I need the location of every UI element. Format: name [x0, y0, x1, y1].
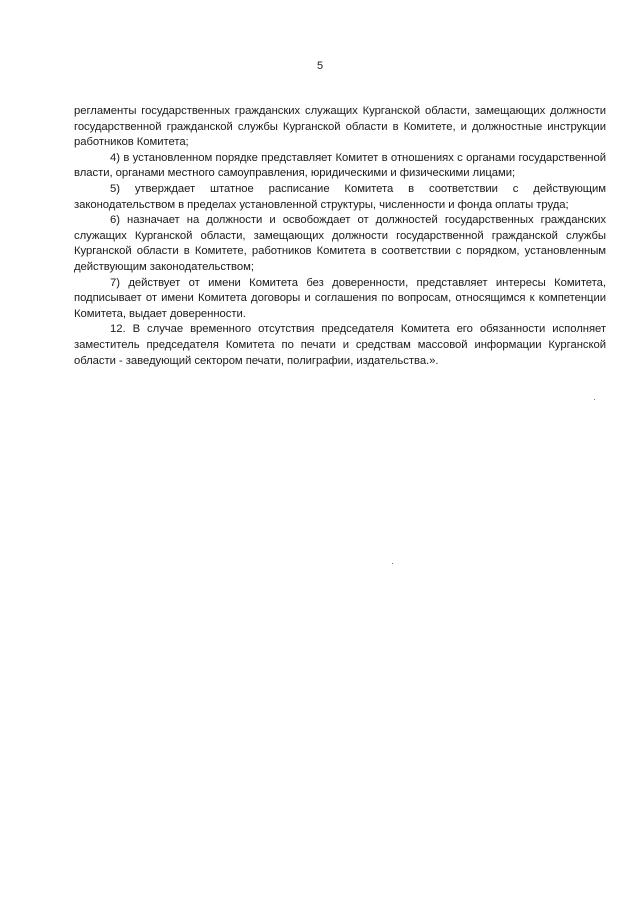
page-number: 5 [316, 60, 324, 72]
paragraph-item-6: 6) назначает на должности и освобождает от должностей государственных гражданских служащих Курганской области, замещающих должности государственной гражданской службы Курганской области в Комитете, работников Комитета в соответствии с порядком, установленным действующим законодательством; [74, 214, 606, 273]
document-body [74, 104, 606, 369]
paragraph-continuation: регламенты государственных гражданских служащих Курганской области, замещающих должности государственной гражданской службы Курганской области в Комитете, и должностные инструкции работников Комитета; [74, 105, 606, 149]
scan-speck [392, 563, 393, 564]
paragraph-item-4: 4) в установленном порядке представляет Комитет в отношениях с органами государственной власти, органами местного самоуправления, юридическими и физическими лицами; [74, 151, 606, 180]
paragraph-clause-12: 12. В случае временного отсутствия председателя Комитета его обязанности исполняет заместитель председателя Комитета по печати и средствам массовой информации Курганской области - заведующий сектором печати, полиграфии, издательства.». [74, 323, 606, 367]
paragraph-item-7: 7) действует от имени Комитета без доверенности, представляет интересы Комитета, подписывает от имени Комитета договоры и соглашения по вопросам, относящимся к компетенции Комитета, выдает доверенности. [74, 276, 606, 320]
scan-speck [594, 399, 595, 400]
paragraph-item-5: 5) утверждает штатное расписание Комитета в соответствии с действующим законодательством в пределах установленной структуры, численности и фонда оплаты труда; [74, 182, 606, 211]
